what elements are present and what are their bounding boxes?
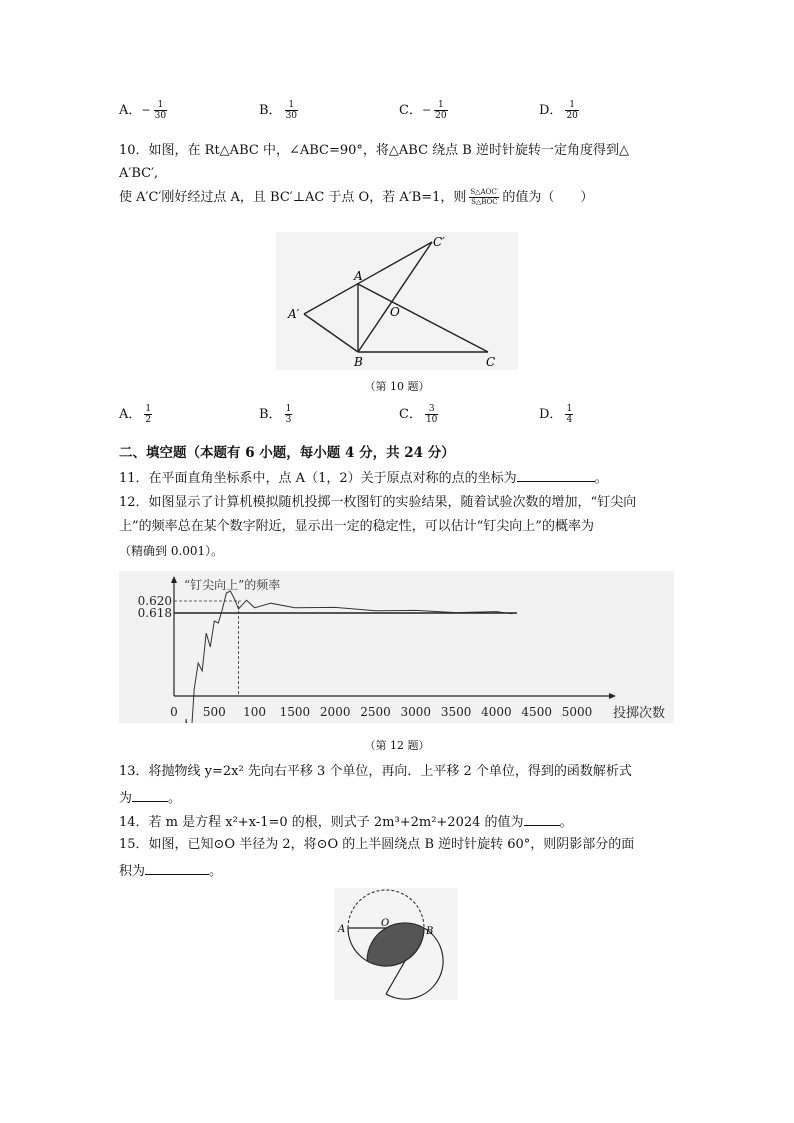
option-letter: A． — [119, 103, 142, 118]
fraction-numerator: 1 — [434, 100, 447, 111]
x-tick-label: 500 — [202, 705, 226, 719]
chart-background — [119, 571, 674, 723]
q10-line-1: 10．如图，在 Rt△ABC 中，∠ABC=90°，将△ABC 绕点 B 逆时针旋转一定角度得到△ — [119, 143, 629, 158]
q12-frequency-chart — [119, 571, 674, 723]
label-c-prime: C′ — [433, 235, 445, 249]
q13-line-2 — [119, 788, 181, 808]
option-fraction — [434, 100, 447, 121]
fraction-numerator: 1 — [285, 100, 298, 111]
q9-option-a — [119, 100, 167, 121]
q10-line-3 — [119, 188, 593, 207]
label-b: B — [354, 355, 363, 369]
q13-line-1: 13．将抛物线 y=2x² 先向右平移 3 个单位，再向．上平移 2 个单位，得到的函数解析式 — [119, 764, 632, 779]
option-fraction — [285, 100, 298, 121]
section-heading-fill-in: 二、填空题（本题有 6 小题，每小题 4 分，共 24 分） — [119, 445, 455, 461]
option-fraction — [565, 100, 578, 121]
q11-line — [119, 468, 608, 488]
fraction-denominator: 30 — [154, 111, 167, 121]
q10-text-end: 的值为（ ） — [502, 190, 594, 205]
x-tick-label: 5000 — [561, 705, 593, 719]
q10-line-2: A′BC′, — [119, 166, 159, 181]
q15-text: 积为 — [119, 864, 146, 879]
q10-triangle-figure — [276, 232, 518, 370]
q15-line-2 — [119, 861, 222, 881]
fraction-denominator: 4 — [566, 415, 573, 425]
fraction-numerator: 1 — [285, 404, 292, 414]
q13-text: 为 — [119, 791, 133, 806]
q14-end: 。 — [559, 815, 573, 830]
option-sign: − — [141, 103, 151, 117]
q12-line-2: 上”的频率总在某个数字附近，显示出一定的稳定性，可以估计“钉尖向上”的概率为 — [119, 519, 594, 534]
q15-line-1: 15．如图，已知⊙O 半径为 2，将⊙O 的上半圆绕点 B 逆时针旋转 60°，则阴影部分的面 — [119, 837, 635, 852]
q12-line-3: （精确到 0.001）。 — [119, 544, 224, 558]
x-tick-label: 100 — [243, 705, 267, 719]
option-fraction — [565, 404, 573, 425]
q14-text: 14．若 m 是方程 x²+x-1=0 的根，则式子 2m³+2m²+2024 的值为 — [119, 815, 524, 830]
label-a: A — [354, 269, 363, 283]
q11-text: 11．在平面直角坐标系中，点 A（1，2）关于原点对称的点的坐标为 — [119, 471, 517, 486]
q15-end: 。 — [209, 864, 223, 879]
option-fraction — [144, 404, 152, 425]
q13-end: 。 — [168, 791, 182, 806]
q14-answer-blank[interactable] — [524, 812, 560, 826]
area-ratio-fraction — [469, 188, 499, 207]
option-fraction — [285, 404, 293, 425]
label-b: B — [426, 926, 434, 937]
q9-option-b — [259, 100, 298, 121]
y-axis-label: “钉尖向上”的频率 — [184, 578, 281, 592]
label-a: A — [338, 924, 346, 935]
q11-end: 。 — [594, 471, 608, 486]
option-letter: B． — [259, 103, 282, 118]
option-sign: − — [421, 103, 432, 117]
q9-option-c — [399, 100, 448, 121]
option-fraction — [154, 100, 167, 121]
label-c: C — [486, 355, 496, 369]
fraction-denominator: 20 — [435, 111, 447, 121]
q10-option-d — [539, 404, 573, 425]
option-letter: A． — [119, 407, 142, 422]
x-tick-label: 0 — [170, 705, 178, 719]
x-tick-label: 3500 — [440, 705, 472, 719]
option-letter: C． — [399, 103, 422, 118]
y-tick-label: 0.620 — [137, 594, 172, 608]
fraction-numerator: 3 — [425, 404, 438, 415]
fraction-numerator: 1 — [145, 404, 152, 414]
fraction-numerator: S△AOC′ — [470, 188, 499, 196]
fraction-numerator: 1 — [566, 404, 573, 414]
q10-caption: （第 10 题） — [364, 380, 430, 393]
fraction-denominator: 2 — [145, 415, 152, 425]
q15-answer-blank[interactable] — [145, 861, 209, 875]
fraction-denominator: 30 — [285, 111, 298, 121]
fraction-numerator: 1 — [565, 100, 578, 111]
fraction-denominator: S△BOC — [471, 198, 498, 206]
q15-circle-figure — [334, 888, 458, 1000]
q10-option-b — [259, 404, 292, 425]
q10-text: 使 A′C′刚好经过点 A，且 BC′⊥AC 于点 O，若 A′B=1，则 — [119, 190, 467, 205]
option-letter: B． — [259, 407, 282, 422]
q12-line-1: 12．如图显示了计算机模拟随机投掷一枚图钉的实验结果，随着试验次数的增加，“钉尖向 — [119, 495, 637, 510]
x-tick-label: 4000 — [481, 705, 512, 719]
y-tick-label: 0.618 — [137, 606, 172, 620]
label-a-prime: A′ — [288, 307, 300, 321]
q11-answer-blank[interactable] — [517, 468, 595, 482]
x-tick-label: 2000 — [319, 705, 351, 719]
fraction-denominator: 3 — [285, 415, 292, 425]
label-o: O — [381, 918, 390, 929]
option-letter: C． — [399, 407, 422, 422]
option-letter: D． — [539, 103, 563, 118]
q10-option-a — [119, 404, 152, 425]
x-tick-label: 4500 — [521, 705, 552, 719]
q10-option-c — [399, 404, 438, 425]
q9-option-d — [539, 100, 579, 121]
fraction-numerator: 1 — [154, 100, 167, 111]
q13-answer-blank[interactable] — [132, 788, 168, 802]
q14-line — [119, 812, 573, 832]
x-axis-label: 投掷次数 — [613, 706, 666, 721]
fraction-denominator: 20 — [566, 111, 578, 121]
option-letter: D． — [539, 407, 563, 422]
x-tick-label: 3000 — [400, 705, 432, 719]
q12-caption: （第 12 题） — [364, 739, 430, 752]
label-o: O — [390, 305, 400, 319]
fraction-denominator: 10 — [425, 415, 438, 425]
x-tick-label: 1500 — [279, 705, 311, 719]
option-fraction — [425, 404, 438, 425]
x-tick-label: 2500 — [360, 705, 391, 719]
